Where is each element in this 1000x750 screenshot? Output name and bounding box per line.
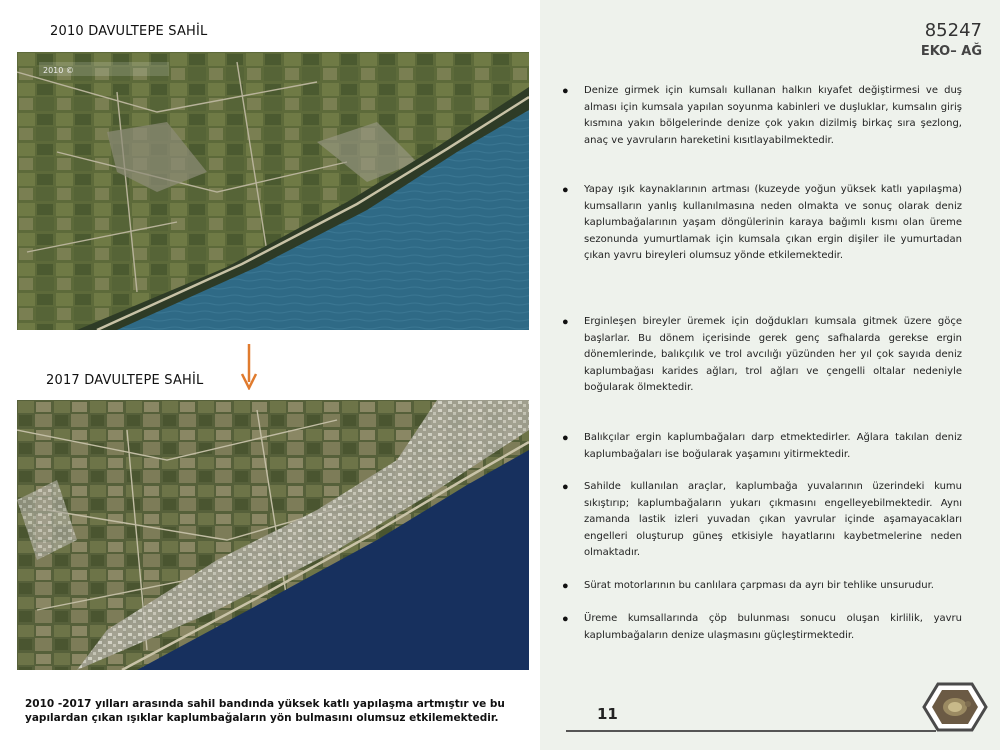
top-image-title: 2010 DAVULTEPE SAHİL [50, 24, 208, 39]
bullet-item [560, 314, 962, 397]
bullet-text: Sürat motorlarının bu canlılara çarpması da ayrı bir tehlike unsurudur. [584, 580, 934, 591]
image-stamp: 2010 © [43, 66, 74, 75]
turtle-logo-icon [922, 682, 988, 732]
bullet-text: Erginleşen bireyler üremek için doğdukları kumsala gitmek üzere göçe başlarlar. Bu dönem içerisinde gerek genç safhalarda gerekse ergin dönemlerinde, balıkçılık ve trol avcılığı yüzünden her yıl çok sayıda deniz kaplumbağası karides ağları, trol ağları ve çengelli oltalar nedeniyle boğularak ölmektedir. [584, 316, 962, 393]
bullet-icon: ● [562, 316, 569, 328]
bullet-item [560, 479, 962, 562]
bottom-image-title: 2017 DAVULTEPE SAHİL [46, 373, 204, 388]
document-code: 85247 [924, 20, 982, 41]
bullet-text: Denize girmek için kumsalı kullanan halkın kıyafet değiştirmesi ve duş alması için kumsala yapılan soyunma kabinleri ve duşluklar, kumsalın giriş kısmına yakın bölgelerinde denize çok yakın dizilmiş birkaç sıra şezlong, anaç ve yavruların hareketini kısıtlayabilmektedir. [584, 85, 962, 146]
bullet-icon: ● [562, 85, 569, 97]
image-caption: 2010 -2017 yılları arasında sahil bandında yüksek katlı yapılaşma artmıştır ve bu yapılardan çıkan ışıklar kaplumbağaların yön bulmasını olumsuz etkilemektedir. [25, 698, 505, 724]
bullet-item [560, 83, 962, 149]
bullet-text: Yapay ışık kaynaklarının artması (kuzeyde yoğun yüksek katlı yapılaşma) kumsalların yanlış kullanılmasına neden olmakta ve sonuç olarak deniz kaplumbağalarının yaşam döngülerinin karaya bağımlı kısmı olan üreme sezonunda yumurtlamak için kumsala çıkan ergin dişiler ile yumurtadan çıkan yavru bireyleri olumsuz yönde etkilemektedir. [584, 184, 962, 261]
bullet-icon: ● [562, 184, 569, 196]
satellite-image-2010 [17, 52, 529, 330]
down-arrow-icon [240, 344, 258, 390]
footer-divider [566, 730, 936, 732]
bullet-item [560, 182, 962, 265]
bullet-icon: ● [562, 613, 569, 625]
bullet-text: Sahilde kullanılan araçlar, kaplumbağa yuvalarının üzerindeki kumu sıkıştırıp; kaplumbağaların yukarı çıkmasını engelleyebilmektedir. Aynı zamanda lastik izleri yuvadan çıkan yavrular içinde aşamayacakları engelleri oluşturup güneş etkisiyle hayatlarını kaybetmelerine neden olmaktadır. [584, 481, 962, 558]
bullet-item [560, 578, 962, 595]
satellite-image-2017 [17, 400, 529, 670]
bullet-text: Üreme kumsallarında çöp bulunması sonucu oluşan kirlilik, yavru kaplumbağaların denize ulaşmasını güçleştirmektedir. [584, 613, 962, 641]
bullet-text: Balıkçılar ergin kaplumbağaları darp etmektedirler. Ağlara takılan deniz kaplumbağaları ise boğularak yaşamını yitirmektedir. [584, 432, 962, 460]
bullet-item [560, 430, 962, 463]
bullet-icon: ● [562, 432, 569, 444]
organization-name: EKO– AĞ [920, 44, 982, 59]
bullet-icon: ● [562, 481, 569, 493]
bullet-icon: ● [562, 580, 569, 592]
bullet-item [560, 611, 962, 644]
page-number: 11 [597, 705, 618, 723]
